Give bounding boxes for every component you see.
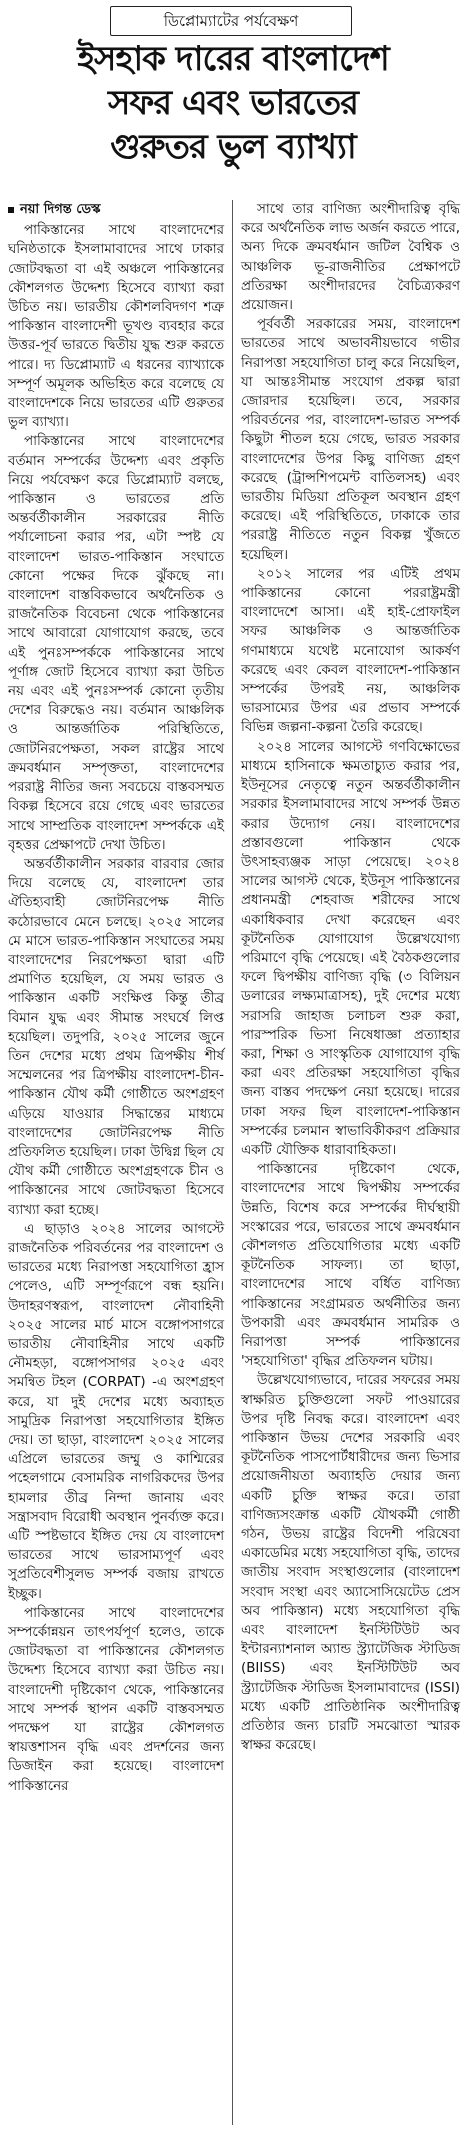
left-column	[0, 200, 233, 2125]
kicker-box: ডিপ্লোম্যাটের পর্যবেক্ষণ	[110, 6, 352, 36]
headline-line-2: সফর এবং ভারতের	[108, 83, 358, 123]
paragraph: এ ছাড়াও ২০২৪ সালের আগস্টে রাজনৈতিক পরিবর্তনের পর বাংলাদেশ ও ভারতের মধ্যে নিরাপত্তা সহযোগিতা হ্রাস পেলেও, এটি সম্পূর্ণরূপে বন্ধ হয়নি। উদাহরণস্বরূপ, বাংলাদেশ নৌবাহিনী ২০২৫ সালের মার্চ মাসে বঙ্গোপসাগরে ভারতীয় নৌবাহিনীর সাথে একটি নৌমহড়া, বঙ্গোপসাগর ২০২৫ এবং সমন্বিত টহল (CORPAT) -এ অংশগ্রহণ করে, যা দুই দেশের মধ্যে অব্যাহত সামুদ্রিক নিরাপত্তা সহযোগিতার ইঙ্গিত দেয়। তা ছাড়া, বাংলাদেশ ২০২৫ সালের এপ্রিলে ভারতের জম্মু ও কাশ্মিরের পহেলগামে বেসামরিক নাগরিকদের উপর হামলার তীব্র নিন্দা জানায় এবং সন্ত্রাসবাদ বিরোধী অবস্থান পুনর্ব্যক্ত করে। এটি স্পষ্টভাবে ইঙ্গিত দেয় যে বাংলাদেশ ভারতের সাথে ভারসাম্যপূর্ণ এবং সুপ্রতিবেশীসুলভ সম্পর্ক বজায় রাখতে ইচ্ছুক।	[8, 1221, 224, 1602]
paragraph: পূর্ববর্তী সরকারের সময়, বাংলাদেশ ভারতের সাথে অভাবনীয়ভাবে গভীর নিরাপত্তা সহযোগিতা চালু করে নিয়েছিল, যা আন্তঃসীমান্ত সংযোগ প্রকল্প দ্বারা জোরদার হয়েছিল। তবে, সরকার পরিবর্তনের পর, বাংলাদেশ-ভারত সম্পর্ক কিছুটা শীতল হয়ে গেছে, ভারত সরকার বাংলাদেশের উপর কিছু বাণিজ্য গ্রহণ করেছে (ট্রান্সশিপমেন্ট বাতিলসহ) এবং ভারতীয় মিডিয়া প্রতিকূল অবস্থান গ্রহণ করেছে। এই পরিস্থিতিতে, ঢাকাকে তার পররাষ্ট্র নীতিতে নতুন বিকল্প খুঁজতে হয়েছিল।	[241, 317, 460, 563]
paragraph: পাকিস্তানের দৃষ্টিকোণ থেকে, বাংলাদেশের সাথে দ্বিপক্ষীয় সম্পর্কের উন্নতি, বিশেষ করে সম্পর্কের দীর্ঘস্থায়ী সংস্কারের পরে, ভারতের সাথে ক্রমবর্ধমান কৌশলগত প্রতিযোগিতার মধ্যে একটি কূটনৈতিক সাফল্য। তা ছাড়া, বাংলাদেশের সাথে বর্ধিত বাণিজ্য পাকিস্তানের সংগ্রামরত অর্থনীতির জন্য উপকারী এবং ক্রমবর্ধমান সামরিক ও নিরাপত্তা সম্পর্ক পাকিস্তানের 'সহযোগিতা' বৃদ্ধির প্রতিফলন ঘটায়।	[241, 1162, 460, 1370]
paragraph: সাথে তার বাণিজ্য অংশীদারিত্ব বৃদ্ধি করে অর্থনৈতিক লাভ অর্জন করতে পারে, অন্য দিকে ক্রমবর্ধমান জটিল বৈশ্বিক ও আঞ্চলিক ভূ-রাজনীতির প্রেক্ষাপটে প্রতিরক্ষা অংশীদারদের বৈচিত্র্যকরণ প্রয়োজন।	[241, 202, 460, 314]
byline-text: নয়া দিগন্ত ডেস্ক	[20, 202, 101, 217]
byline	[8, 200, 224, 219]
paragraph: পাকিস্তানের সাথে বাংলাদেশের বর্তমান সম্পর্কের উদ্দেশ্য এবং প্রকৃতি নিয়ে পর্যবেক্ষণ করে ডিপ্লোম্যাট বলছে, পাকিস্তান ও ভারতের প্রতি অন্তর্বর্তীকালীন সরকারের নীতি পর্যালোচনা করার পর, এটা স্পষ্ট যে বাংলাদেশ ভারত-পাকিস্তান সংঘাতে কোনো পক্ষের দিকে ঝুঁকছে না। বাংলাদেশ বাস্তবিকভাবে অর্থনৈতিক ও রাজনৈতিক বিবেচনা থেকে পাকিস্তানের সাথে আবারো যোগাযোগ করছে, তবে এই পুনঃসম্পর্ককে পাকিস্তানের সাথে পূর্ণাঙ্গ জোট হিসেবে ব্যাখ্যা করা উচিত নয় এবং এই পুনঃসম্পর্ক কোনো তৃতীয় দেশের বিরুদ্ধেও নয়। বর্তমান আঞ্চলিক ও আন্তর্জাতিক পরিস্থিতিতে, জোটনিরপেক্ষতা, সকল রাষ্ট্রের সাথে ক্রমবর্ধমান সম্পৃক্ততা, বাংলাদেশের পররাষ্ট্র নীতির জন্য সবচেয়ে বাস্তবসম্মত বিকল্প হিসেবে রয়ে গেছে এবং ভারতের সাথে সাম্প্রতিক বাংলাদেশ সম্পর্ককে এই বৃহত্তর প্রেক্ষাপটে দেখা উচিত।	[8, 434, 224, 853]
headline	[0, 39, 466, 167]
paragraph: উল্লেখযোগ্যভাবে, দারের সফরের সময় স্বাক্ষরিত চুক্তিগুলো সফট পাওয়ারের উপর দৃষ্টি নিবদ্ধ করে। বাংলাদেশ এবং পাকিস্তান উভয় দেশের সরকারি এবং কূটনৈতিক পাসপোর্টধারীদের জন্য ভিসার প্রয়োজনীয়তা অব্যাহতি দেয়ার জন্য একটি চুক্তি স্বাক্ষর করে। তারা বাণিজ্যসংক্রান্ত একটি যৌথকর্মী গোষ্ঠী গঠন, উভয় রাষ্ট্রের বিদেশী পরিষেবা একাডেমির মধ্যে সহযোগিতা বৃদ্ধি, তাদের জাতীয় সংবাদ সংস্থাগুলোর (বাংলাদেশ সংবাদ সংস্থা এবং অ্যাসোসিয়েটেড প্রেস অব পাকিস্তান) মধ্যে সহযোগিতা বৃদ্ধি এবং বাংলাদেশ ইনস্টিটিউট অব ইন্টারন্যাশনাল অ্যান্ড স্ট্র্যাটেজিক স্টাডিজ (BIISS) এবং ইনস্টিটিউট অব স্ট্র্যাটেজিক স্টাডিজ ইসলামাবাদের (ISSI) মধ্যে একটি প্রাতিষ্ঠানিক অংশীদারিত্ব প্রতিষ্ঠার জন্য চারটি সমঝোতা স্মারক স্বাক্ষর করেছে।	[241, 1373, 460, 1754]
paragraph: অন্তর্বর্তীকালীন সরকার বারবার জোর দিয়ে বলেছে যে, বাংলাদেশ তার ঐতিহ্যবাহী জোটনিরপেক্ষ নীতি কঠোরভাবে মেনে চলছে। ২০২৫ সালের মে মাসে ভারত-পাকিস্তান সংঘাতের সময় বাংলাদেশের নিরপেক্ষতা দ্বারা এটি প্রমাণিত হয়েছিল, যে সময় ভারত ও পাকিস্তান একটি সংক্ষিপ্ত কিন্তু তীব্র বিমান যুদ্ধ এবং সীমান্ত সংঘর্ষে লিপ্ত হয়েছিল। তদুপরি, ২০২৫ সালের জুনে তিন দেশের মধ্যে প্রথম ত্রিপক্ষীয় শীর্ষ সম্মেলনের পর ত্রিপক্ষীয় বাংলাদেশ-চীন-পাকিস্তান যৌথ কর্মী গোষ্ঠীতে অংশগ্রহণ এড়িয়ে যাওয়ার সিদ্ধান্তের মাধ্যমে বাংলাদেশের জোটনিরপেক্ষ নীতি প্রতিফলিত হয়েছিল। ঢাকা উদ্বিগ্ন ছিল যে যৌথ কর্মী গোষ্ঠীতে অংশগ্রহণকে চীন ও পাকিস্তানের সাথে জোটবদ্ধতা হিসেবে ব্যাখ্যা করা হচ্ছে।	[8, 856, 224, 1218]
headline-line-1: ইসহাক দারের বাংলাদেশ	[77, 39, 389, 79]
paragraph: পাকিস্তানের সাথে বাংলাদেশের সম্পর্কোন্নয়ন তাৎপর্যপূর্ণ হলেও, তাকে জোটবদ্ধতা বা পাকিস্তানের কৌশলগত উদ্দেশ্য হিসেবে ব্যাখ্যা করা উচিত নয়। বাংলাদেশী দৃষ্টিকোণ থেকে, পাকিস্তানের সাথে সম্পর্ক স্থাপন একটি বাস্তবসম্মত পদক্ষেপ যা রাষ্ট্রের কৌশলগত স্বায়ত্তশাসন বৃদ্ধি এবং প্রদর্শনের জন্য ডিজাইন করা হয়েছে। বাংলাদেশ পাকিস্তানের	[8, 1605, 224, 1794]
bullet-square-icon	[8, 207, 14, 213]
paragraph: ২০১২ সালের পর এটিই প্রথম পাকিস্তানের কোনো পররাষ্ট্রমন্ত্রী বাংলাদেশে আসা। এই হাই-প্রোফাইল সফর আঞ্চলিক ও আন্তর্জাতিক গণমাধ্যমে যথেষ্ট মনোযোগ আকর্ষণ করেছে এবং কেবল বাংলাদেশ-পাকিস্তান সম্পর্কের উপরই নয়, আঞ্চলিক ভারসাম্যের উপর এর প্রভাব সম্পর্কে বিভিন্ন জল্পনা-কল্পনা তৈরি করেছে।	[241, 566, 460, 736]
right-column	[233, 200, 466, 2125]
paragraph: পাকিস্তানের সাথে বাংলাদেশের ঘনিষ্ঠতাকে ইসলামাবাদের সাথে ঢাকার জোটবদ্ধতা বা এই অঞ্চলে পাকিস্তানের কৌশলগত উদ্দেশ্য হিসেবে ব্যাখ্যা করা উচিত নয়। ভারতীয় কৌশলবিদগণ শত্রু পাকিস্তান বাংলাদেশী ভূখণ্ড ব্যবহার করে উত্তর-পূর্ব ভারতে দ্বিতীয় যুদ্ধ শুরু করতে পারে। দ্য ডিপ্লোম্যাট এ ধরনের ব্যাখ্যাকে সম্পূর্ণ অমূলক অভিহিত করে বলেছে যে বাংলাদেশকে নিয়ে ভারতের এটি গুরুতর ভুল ব্যাখ্যা।	[8, 223, 224, 431]
paragraph: ২০২৪ সালের আগস্টে গণবিক্ষোভের মাধ্যমে হাসিনাকে ক্ষমতাচ্যুত করার পর, ইউনূসের নেতৃত্বে নতুন অন্তর্বর্তীকালীন সরকার ইসলামাবাদের সাথে সম্পর্ক উন্নত করার উদ্যোগ নেয়। বাংলাদেশের প্রস্তাবগুলো পাকিস্তান থেকে উৎসাহব্যঞ্জক সাড়া পেয়েছে। ২০২৪ সালের আগস্ট থেকে, ইউনূস পাকিস্তানের প্রধানমন্ত্রী শেহবাজ শরীফের সাথে একাধিকবার দেখা করেছেন এবং কূটনৈতিক যোগাযোগ উল্লেখযোগ্য পরিমাণে বৃদ্ধি পেয়েছে। এই বৈঠকগুলোর ফলে দ্বিপক্ষীয় বাণিজ্য বৃদ্ধি (৩ বিলিয়ন ডলারের লক্ষ্যমাত্রাসহ), দুই দেশের মধ্যে সরাসরি জাহাজ চলাচল শুরু করা, পারস্পরিক ভিসা নিষেধাজ্ঞা প্রত্যাহার করা, শিক্ষা ও সাংস্কৃতিক যোগাযোগ বৃদ্ধি করা এবং প্রতিরক্ষা সহযোগিতা বৃদ্ধির জন্য বাস্তব পদক্ষেপ নেয়া হয়েছে। দারের ঢাকা সফর ছিল বাংলাদেশ-পাকিস্তান সম্পর্কের চলমান স্বাভাবিকীকরণ প্রক্রিয়ার একটি যৌক্তিক ধারাবাহিকতা।	[241, 739, 460, 1158]
article-columns	[0, 200, 466, 2125]
headline-line-3: গুরুতর ভুল ব্যাখ্যা	[110, 127, 356, 167]
